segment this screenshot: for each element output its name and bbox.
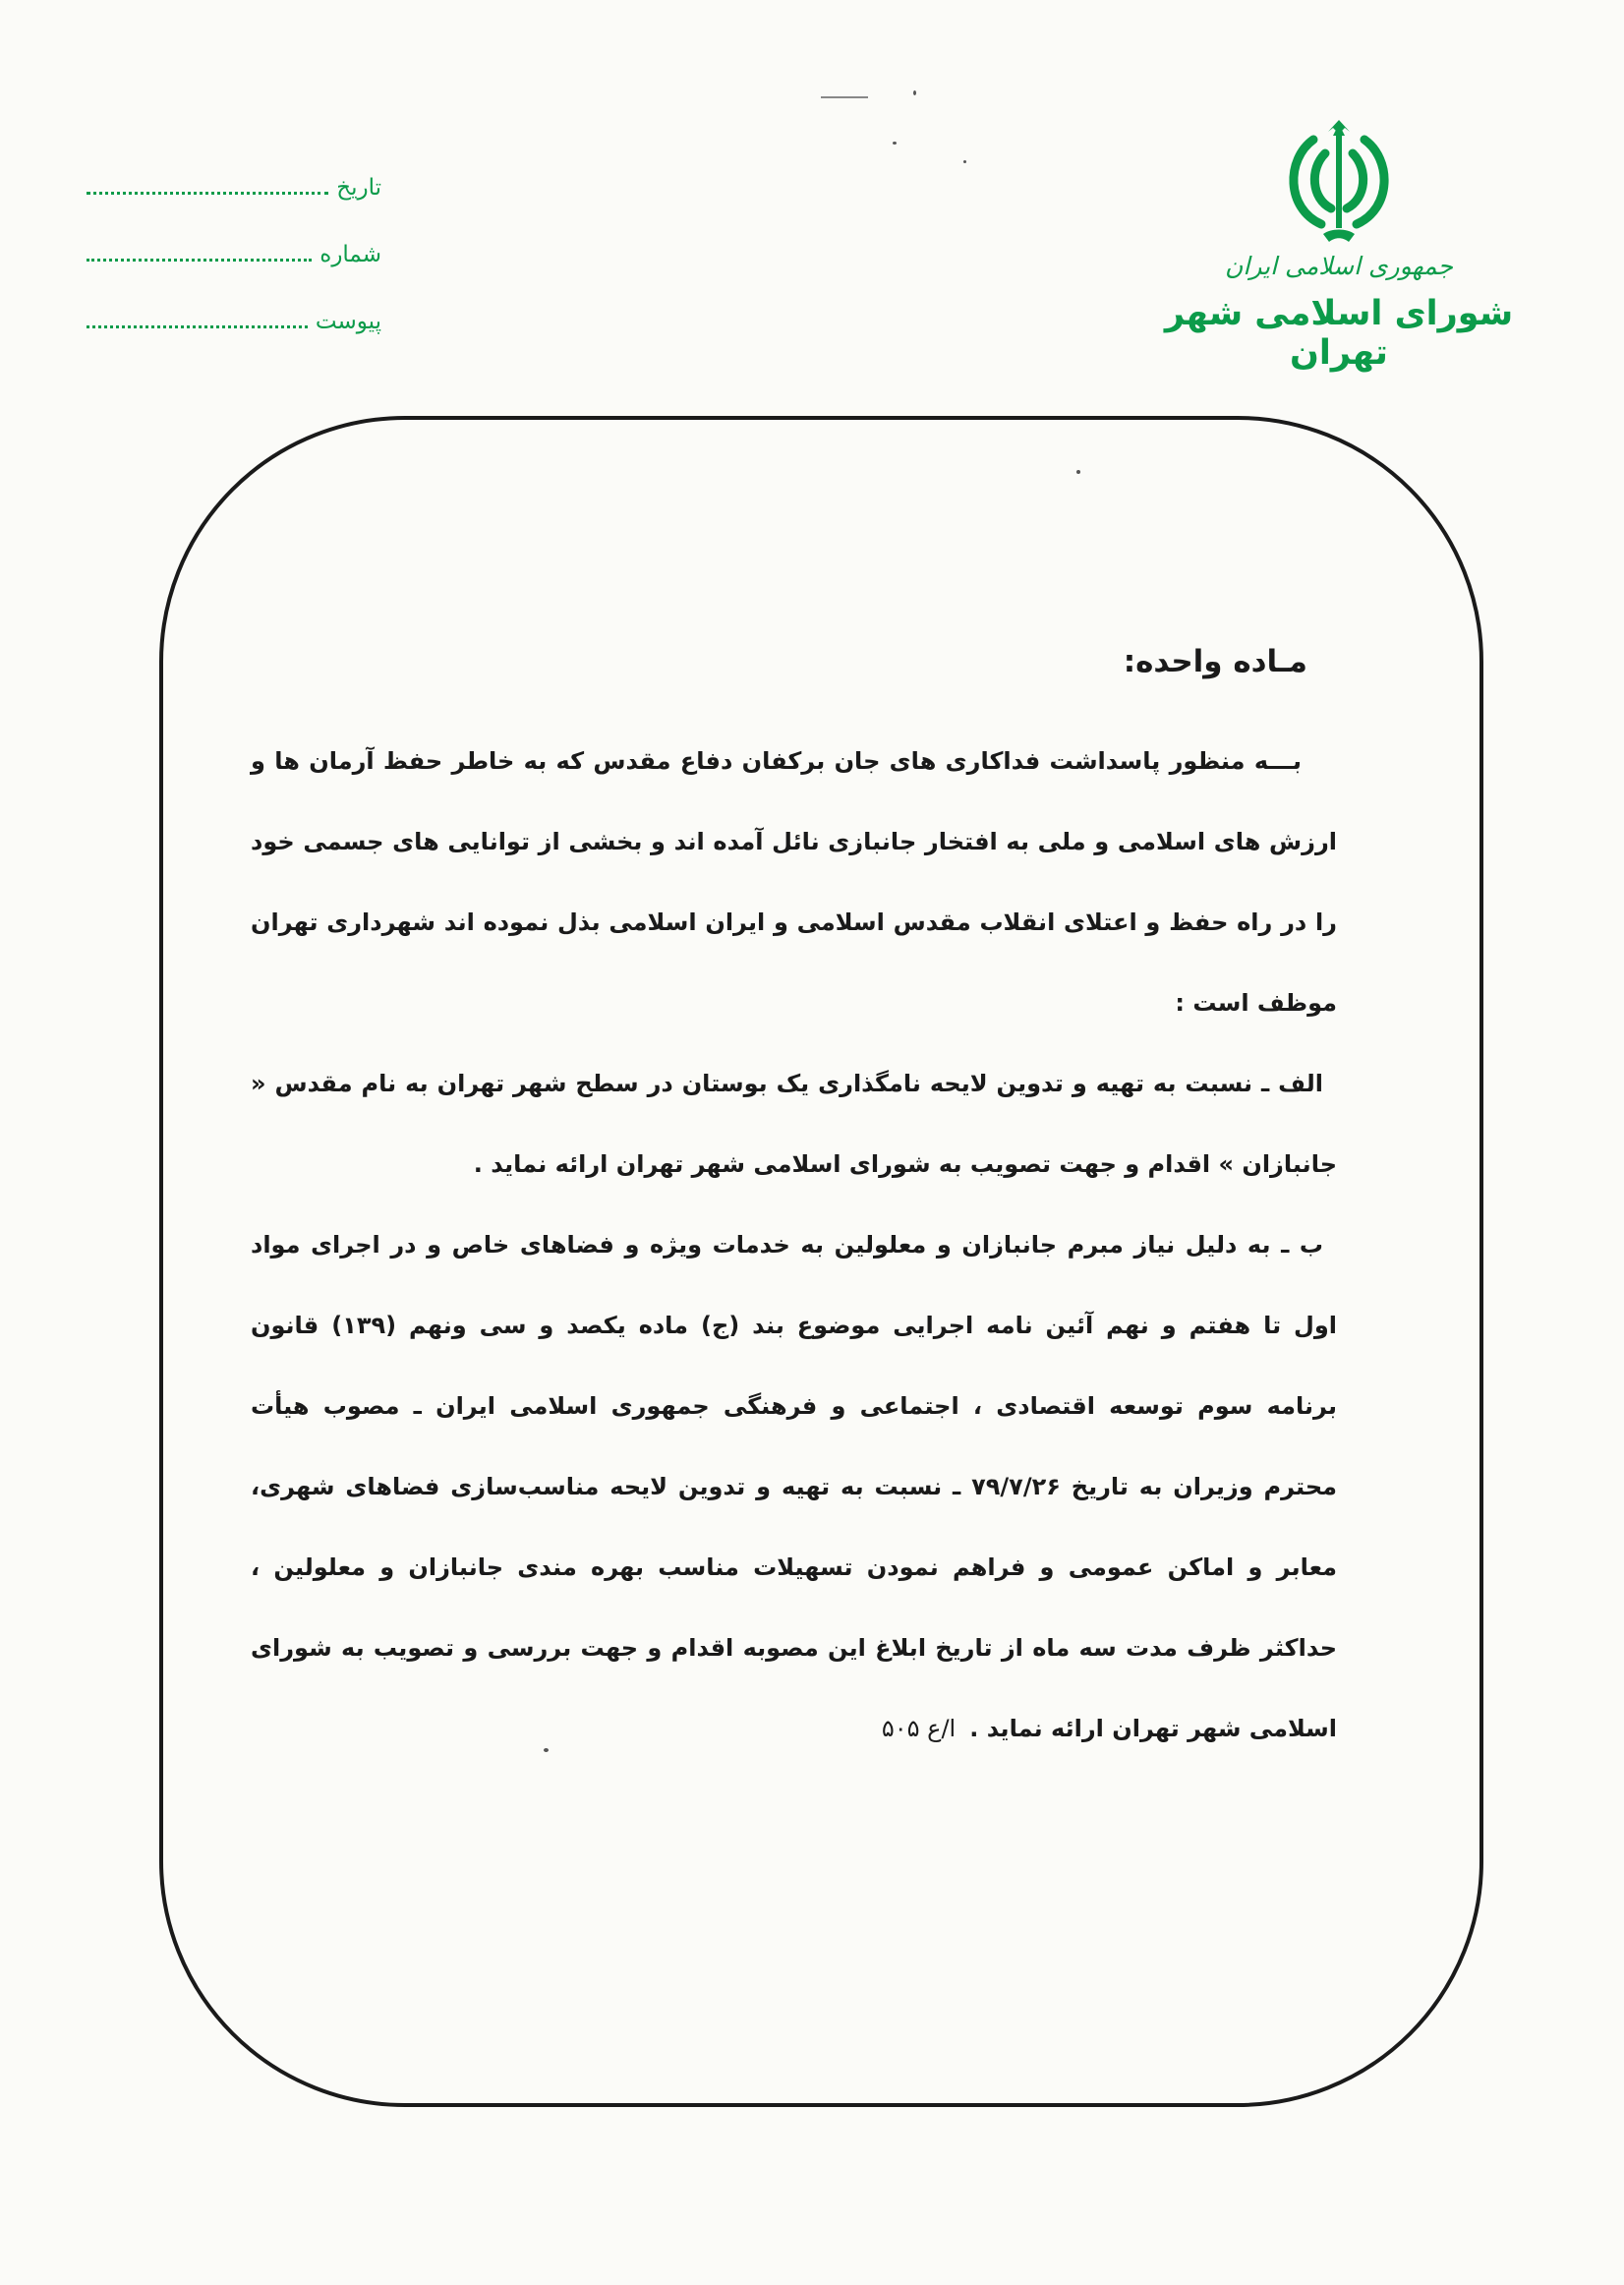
number-blank xyxy=(87,243,312,262)
country-name: جمهوری اسلامی ایران xyxy=(1225,252,1453,280)
resolution-heading: مـاده واحده: xyxy=(1123,644,1307,679)
attachment-label: پیوست xyxy=(315,309,381,334)
reference-number: ا/ع ۵۰۵ xyxy=(881,1715,957,1742)
meta-fields xyxy=(87,175,381,376)
clause-b-text: ب ـ به دلیل نیاز مبرم جانبازان و معلولین به خدمات ویژه و فضاهای خاص و در اجرای مواد اول تا هفتم و نهم آئین نامه اجرایی موضوع بند (ج) ماده یکصد و سی ونهم (۱۳۹) قانون برنامه سوم توسعه اقتصادی ، اجتماعی و فرهنگی جمهوری اسلامی ایران ـ مصوب هیأت محترم وزیران به تاریخ ۷۹/۷/۲۶ ـ نسبت به تهیه و تدوین لایحه مناسب‌سازی فضاهای شهری، معابر و اماکن عمومی و فراهم نمودن تسهیلات مناسب بهره مندی جانبازان و معلولین ، حداکثر ظرف مدت سه ماه از تاریخ ابلاغ این مصوبه اقدام و جهت بررسی و تصویب به شورای اسلامی شهر تهران ارائه نماید . xyxy=(251,1231,1338,1742)
date-blank xyxy=(87,176,328,195)
letterhead xyxy=(1162,118,1516,373)
council-name: شورای اسلامی شهر تهران xyxy=(1164,294,1514,373)
scan-speck xyxy=(963,160,966,163)
attachment-blank xyxy=(87,310,308,328)
number-field xyxy=(87,242,381,309)
date-label: تاریخ xyxy=(336,175,381,201)
scan-speck xyxy=(893,142,897,145)
clause-b xyxy=(251,1204,1337,1769)
attachment-field xyxy=(87,309,381,376)
clause-a: الف ـ نسبت به تهیه و تدوین لایحه نامگذاری یک بوستان در سطح شهر تهران به نام مقدس « جانبازان » اقدام و جهت تصویب به شورای اسلامی شهر تهران ارائه نماید . xyxy=(251,1070,1337,1178)
date-field xyxy=(87,175,381,242)
intro-paragraph: بـــه منظور پاسداشت فداکاری های جان برکفان دفاع مقدس که به خاطر حفظ آرمان ها و ارزش های اسلامی و ملی به افتخار جانبازی نائل آمده اند و بخشی از توانایی های جسمی خود را در راه حفظ و اعتلای انقلاب مقدس اسلامی و ایران اسلامی بذل نموده اند شهرداری تهران موظف است : xyxy=(251,747,1337,1017)
number-label: شماره xyxy=(319,242,381,267)
scan-speck xyxy=(913,90,916,95)
scan-mark xyxy=(821,96,868,98)
iran-emblem-icon xyxy=(1280,118,1398,246)
resolution-body xyxy=(251,644,1337,1769)
